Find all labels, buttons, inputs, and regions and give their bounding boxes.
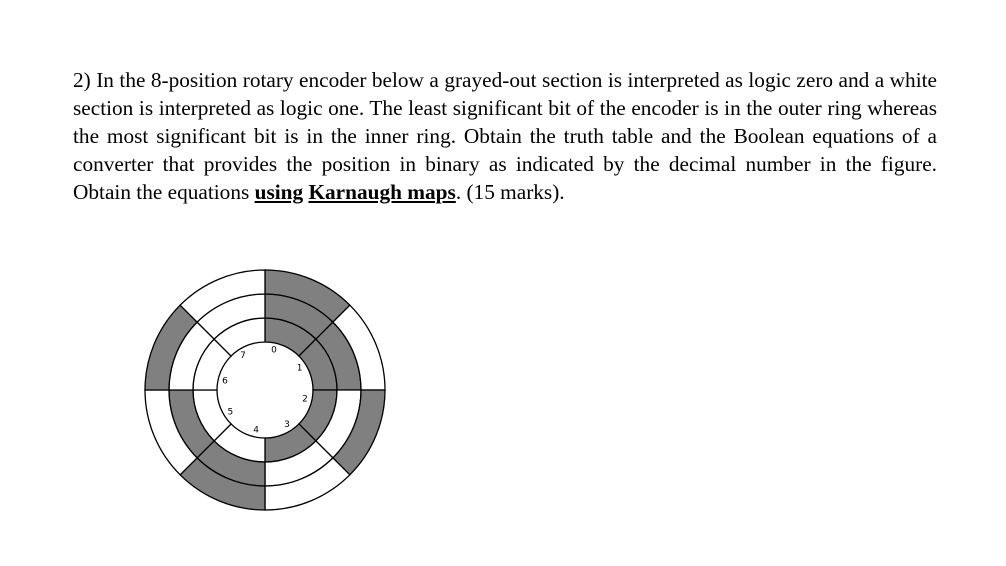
position-label-7: 7 xyxy=(240,350,246,361)
keyword-karnaugh-maps: Karnaugh maps xyxy=(308,180,456,204)
position-label-3: 3 xyxy=(284,420,290,431)
encoder-position-labels xyxy=(222,345,308,435)
position-label-2: 2 xyxy=(302,394,308,405)
question-marks: . (15 marks). xyxy=(455,180,565,204)
encoder-segments xyxy=(145,270,385,510)
question-body: 2) In the 8-position rotary encoder below a grayed-out section is interpreted as logic zero and a white section is interpreted as logic one. The least significant bit of the encoder is in the outer ring whereas the most significant bit is in the inner ring. Obtain the truth table and the Boolean equations of a converter that provides the position in binary as indicated by the decimal number in the figure. Obtain the equations xyxy=(73,68,937,204)
position-label-5: 5 xyxy=(227,407,234,418)
position-label-0: 0 xyxy=(271,345,277,356)
position-label-6: 6 xyxy=(222,376,228,387)
position-label-4: 4 xyxy=(253,425,259,436)
position-label-1: 1 xyxy=(296,363,303,374)
keyword-using: using xyxy=(254,180,304,204)
